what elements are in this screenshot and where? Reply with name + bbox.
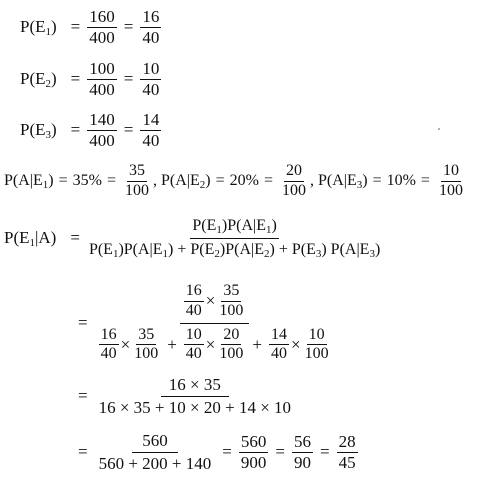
- line-p-e2: [20, 60, 163, 99]
- fraction-35-100: $\frac{35}{100}$: [134, 325, 159, 363]
- fraction-10-100: $\frac{10}{100}$: [304, 325, 329, 363]
- equals-sign: =: [70, 120, 81, 140]
- fraction-140-400: $\frac{140}{400}$: [89, 110, 115, 150]
- equals-sign: =: [123, 69, 134, 89]
- line-products: [73, 376, 297, 417]
- line-bayes-formula: [4, 218, 384, 259]
- equals-sign: =: [78, 386, 88, 406]
- compound-fraction: [95, 283, 335, 363]
- fraction-10-40: $\frac{10}{40}$: [142, 59, 160, 99]
- equals-sign: =: [70, 228, 80, 248]
- equals-sign: =: [78, 442, 88, 462]
- fraction-20-100: $\frac{20}{100}$: [219, 325, 244, 363]
- fraction-16-40: $\frac{16}{40}$: [142, 7, 160, 47]
- value-35-percent: 35%: [72, 172, 102, 190]
- label-p-a-e1: $P(A|E_1)$: [4, 172, 54, 192]
- times-sign: ×: [290, 334, 301, 354]
- equals-sign: =: [78, 313, 88, 333]
- value-20-percent: 20%: [229, 172, 259, 190]
- line-conditional-probabilities: [4, 163, 467, 200]
- fraction-28-45: $\frac{28}{45}$: [338, 432, 356, 472]
- times-sign: ×: [205, 334, 216, 354]
- fraction-160-400: $\frac{160}{400}$: [89, 7, 115, 47]
- plus-sign: +: [167, 334, 177, 354]
- fraction-16-40: $\frac{16}{40}$: [100, 325, 117, 363]
- times-sign: ×: [205, 291, 216, 311]
- equals-sign: =: [123, 120, 134, 140]
- line-substitution: [73, 283, 337, 363]
- label-p-e1-given-a: $P(E_1|A)$: [4, 228, 57, 250]
- label-p-a-e3: , $P(A|E_3)$: [309, 172, 368, 192]
- equals-sign: =: [420, 172, 430, 190]
- equals-sign: =: [123, 17, 134, 37]
- fraction-560-900: $\frac{560}{900}$: [240, 432, 267, 472]
- label-p-e1: $P(E_1)$: [20, 17, 57, 39]
- equals-sign: =: [372, 172, 382, 190]
- equals-sign: =: [222, 442, 232, 462]
- fraction-10-100: $\frac{10}{100}$: [438, 162, 463, 199]
- fraction-35-100: $\frac{35}{100}$: [124, 162, 149, 199]
- fraction-20-100: $\frac{20}{100}$: [281, 162, 306, 199]
- value-10-percent: 10%: [386, 172, 416, 190]
- fraction-100-400: $\frac{100}{400}$: [89, 59, 115, 99]
- fraction-10-40: $\frac{10}{40}$: [185, 325, 202, 363]
- label-p-e3: $P(E_3)$: [20, 120, 57, 142]
- scan-speck: [438, 128, 440, 130]
- equals-sign: =: [70, 69, 81, 89]
- times-sign: ×: [120, 334, 131, 354]
- fraction-bayes: $\frac{P(E_1)P(A|E_1)}{P(E_1)P(A|E_1) + P(E_2)P(A|E_2) + P(E_3) P(A|E_3)}$: [88, 217, 381, 260]
- line-p-e1: [20, 8, 163, 47]
- equals-sign: =: [275, 442, 285, 462]
- fraction-14-40: $\frac{14}{40}$: [142, 110, 160, 150]
- fraction-560-sum: $\frac{560}{560 + 200 + 140}$: [98, 431, 212, 473]
- equals-sign: =: [106, 172, 116, 190]
- line-p-e3: [20, 111, 163, 150]
- equals-sign: =: [215, 172, 225, 190]
- equals-sign: =: [70, 17, 81, 37]
- line-final-result: [73, 432, 360, 473]
- label-p-a-e2: , $P(A|E_2)$: [152, 172, 211, 192]
- equals-sign: =: [319, 442, 330, 462]
- equals-sign: =: [263, 172, 273, 190]
- fraction-56-90: $\frac{56}{90}$: [293, 432, 311, 472]
- fraction-35-100: $\frac{35}{100}$: [219, 282, 244, 319]
- fraction-16-40: $\frac{16}{40}$: [185, 282, 202, 319]
- fraction-products: $\frac{16 \times 35}{16 \times 35 + 10 \times 20 + 14 \times 10}$: [98, 375, 292, 417]
- label-p-e2: $P(E_2)$: [20, 69, 57, 91]
- equals-sign: =: [58, 172, 68, 190]
- plus-sign: +: [252, 334, 262, 354]
- fraction-14-40: $\frac{14}{40}$: [270, 325, 287, 363]
